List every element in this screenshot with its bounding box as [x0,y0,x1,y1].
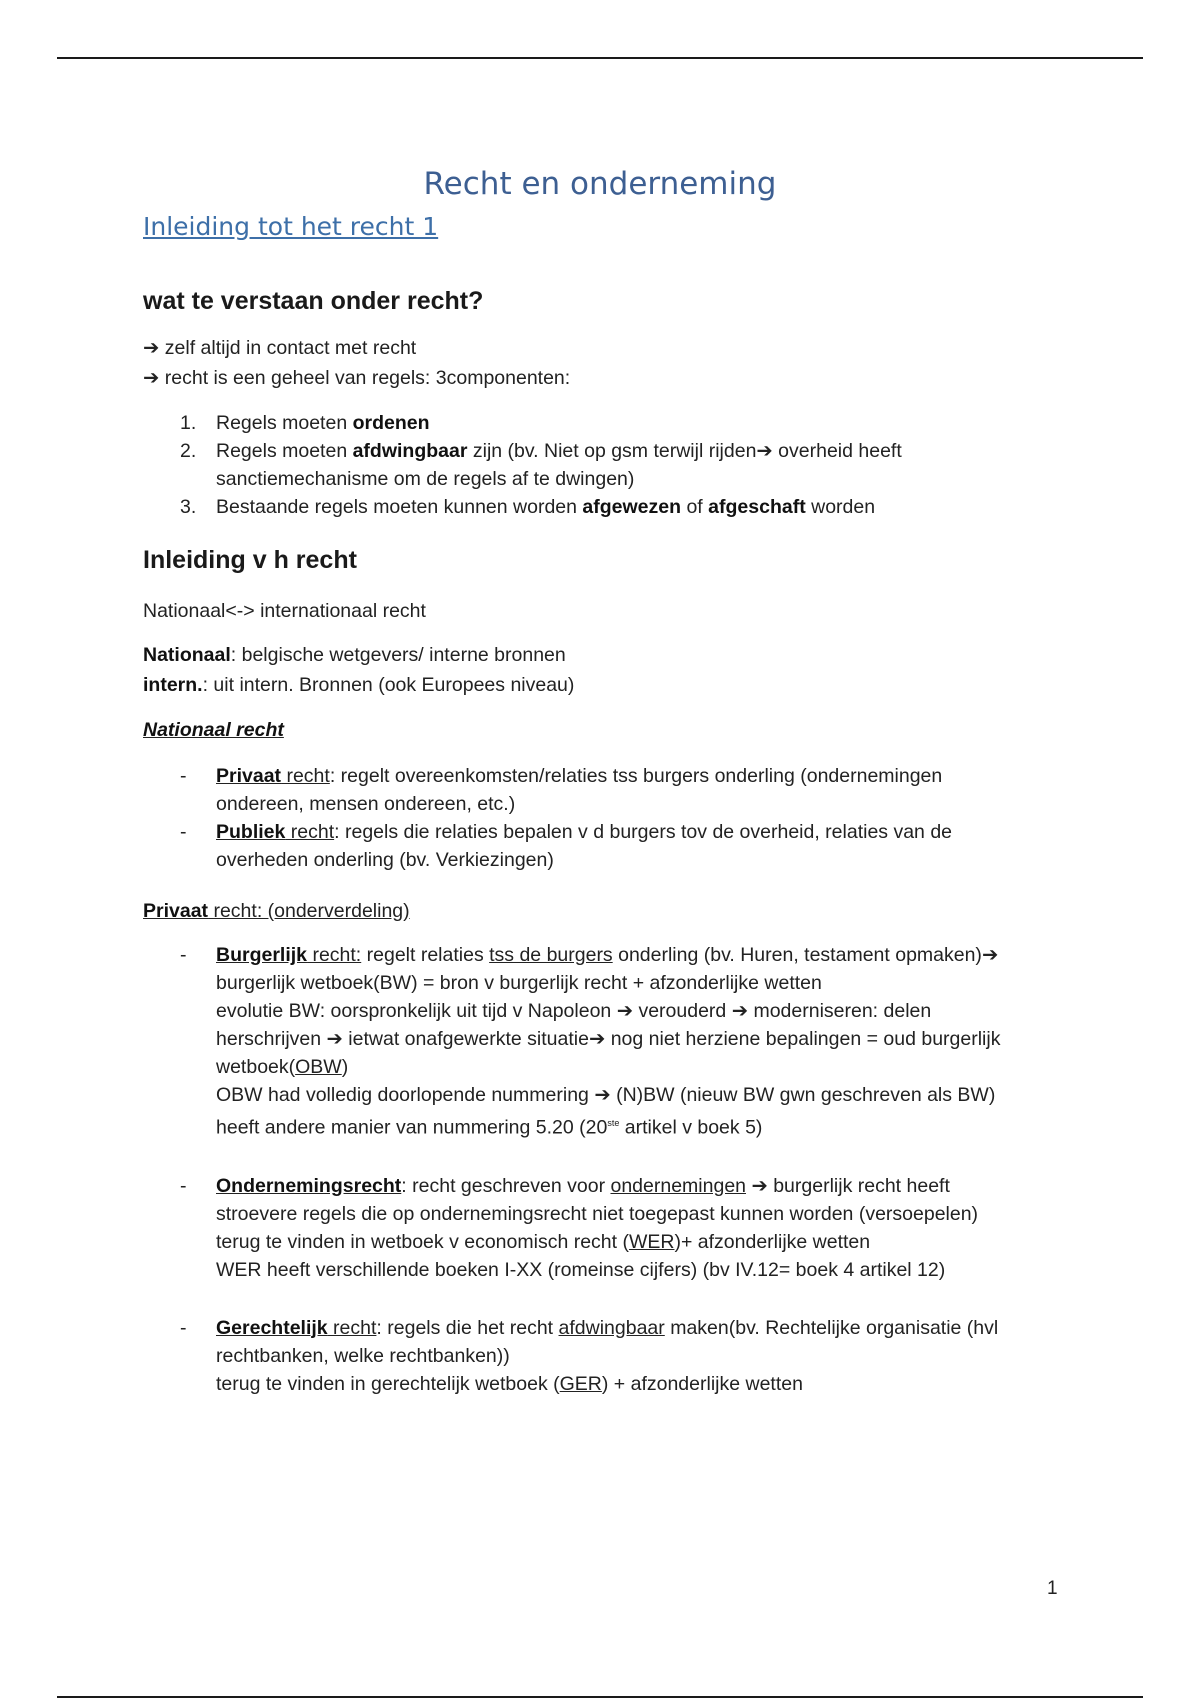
document-subtitle: Inleiding tot het recht 1 [143,212,439,241]
list-item: - Publiek recht: regels die relaties bepalen v d burgers tov de overheid, relaties van de overheden onderling (bv. Verkiezingen) [180,821,953,871]
footer-rule [57,1696,1143,1698]
intro-line: Nationaal<-> internationaal recht [143,600,426,622]
arrow-right-icon: ➔ [594,1084,611,1106]
arrow-right-icon: ➔ [143,367,160,389]
nationaal-line: Nationaal: belgische wetgevers/ interne bronnen [143,644,566,666]
privaat-onderverdeling-heading: Privaat recht: (onderverdeling) [143,900,410,922]
arrow-right-icon: ➔ [981,944,999,966]
nationaal-recht-heading: Nationaal recht [143,719,284,741]
list-item: 2. Regels moeten afdwingbaar zijn (bv. Niet op gsm terwijl rijden➔ overheid heeft sanctiemechanisme om de regels af te dwingen) [180,440,902,490]
header-rule [57,57,1143,59]
list-item: - Burgerlijk recht: regelt relaties tss de burgers onderling (bv. Huren, testament opmaken)➔ burgerlijk wetboek(BW) = bron v burgerlijk recht + afzonderlijke wetten evolutie BW: oorspronkelijk uit tijd v Napoleon ➔ verouderd ➔ moderniseren: delen herschrijven ➔ ietwat onafgewerkte situatie➔ nog niet herziene bepalingen = oud burgerlijk wetboek(OBW) OBW had volledig doorlopende nummering ➔ (N)BW (nieuw BW gwn geschreven als BW) heeft andere manier van nummering 5.20 (20ste artikel v boek 5) [180,944,1001,1139]
heading-wat-te-verstaan: wat te verstaan onder recht? [143,287,484,315]
document-title: Recht en onderneming [423,166,777,202]
components-list [143,409,1103,521]
list-item: - Gerechtelijk recht: regels die het recht afdwingbaar maken(bv. Rechtelijke organisatie (hvl rechtbanken, welke rechtbanken)) terug te vinden in gerechtelijk wetboek (GER) + afzonderlijke wetten [180,1316,999,1395]
heading-inleiding-vh-recht: Inleiding v h recht [143,546,357,574]
privaat-list [143,941,1103,1398]
arrow-right-icon: ➔ [326,1028,343,1050]
arrow-right-icon: ➔ [751,1174,768,1197]
arrow-right-icon: ➔ [731,1000,749,1022]
arrow-right-icon: ➔ [143,337,160,359]
list-item: - Privaat recht: regelt overeenkomsten/relaties tss burgers onderling (ondernemingen ondereen, mensen ondereen, etc.) [180,765,943,815]
list-item: 1. Regels moeten ordenen [180,412,430,434]
page-number: 1 [1047,1578,1058,1599]
arrow-right-icon: ➔ [756,440,773,462]
arrow-right-icon: ➔ [588,1028,606,1050]
list-item: - Ondernemingsrecht: recht geschreven voor ondernemingen ➔ burgerlijk recht heeft stroevere regels die op ondernemingsrecht niet toegepast kunnen worden (versoepelen) terug te vinden in wetboek v economisch recht (WER)+ afzonderlijke wetten WER heeft verschillende boeken I-XX (romeinse cijfers) (bv IV.12= boek 4 artikel 12) [180,1174,979,1281]
arrow-right-icon: ➔ [616,1000,634,1022]
intern-line: intern.: uit intern. Bronnen (ook Europees niveau) [143,674,575,696]
arrow-line-1: ➔ zelf altijd in contact met recht [143,337,417,359]
nationaal-list [143,762,1103,874]
arrow-line-2: ➔ recht is een geheel van regels: 3componenten: [143,367,571,389]
list-item: 3. Bestaande regels moeten kunnen worden afgewezen of afgeschaft worden [180,496,876,518]
